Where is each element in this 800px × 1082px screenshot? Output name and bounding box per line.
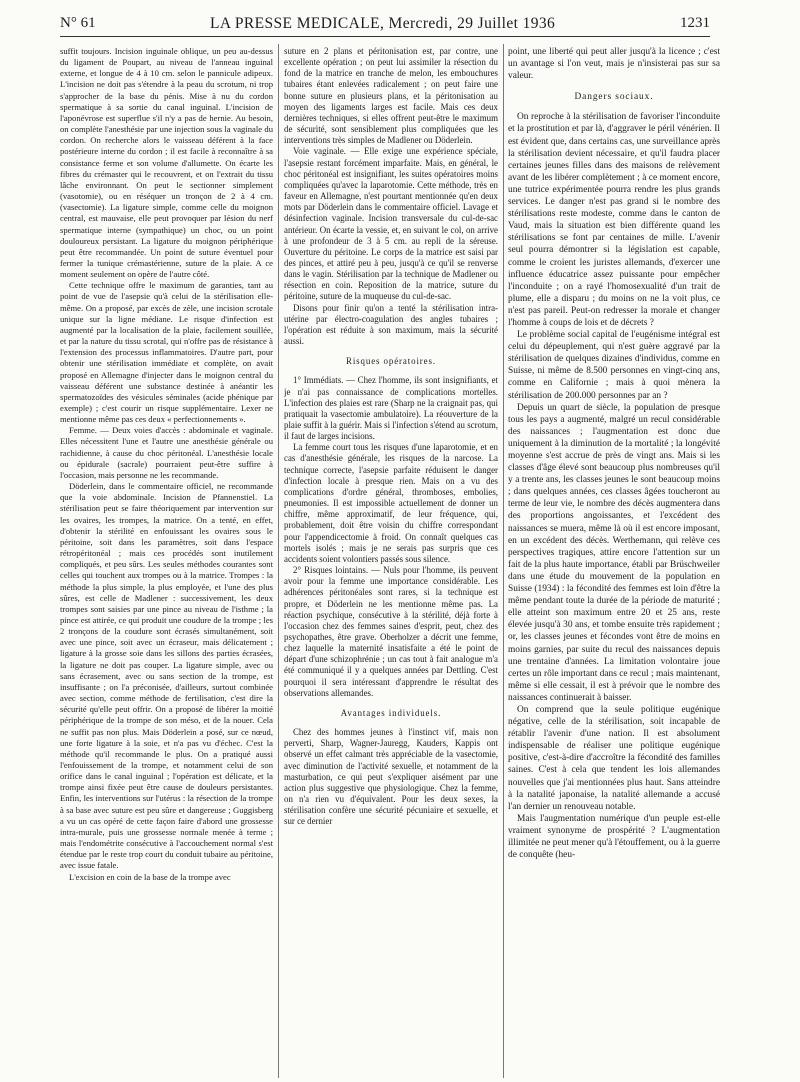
- paragraph: 1° Immédiats. — Chez l'homme, ils sont insignifiants, et je n'ai pas connaissance de complications mortelles. L'infection des plaies est rare (Sharp ne la craignait pas, qui pratiquait la vasectomie ambulatoire). La réouverture de la plaie suffit à la guérir. Mais si l'infection s'étend au scrotum, il faut de larges incisions.: [284, 375, 498, 442]
- paragraph: On comprend que la seule politique eugénique négative, celle de la stérilisation, soit incapable de rétablir l'avenir d'une nation. Il est absolument indispensable de réaliser une politique eugénique positive, c'est-à-dire d'accroître la fécondité des familles saines. C'est à cela que tendent les lois allemandes nouvelles que j'ai mentionnées plus haut. Sans atteindre à la natalité japonaise, la natalité allemande a accusé l'an dernier un renouveau notable.: [508, 704, 720, 812]
- section-heading: Risques opératoires.: [346, 356, 436, 367]
- paragraph: Depuis un quart de siècle, la population de presque tous les pays a augmenté, malgré un recul considérable des naissances ; l'augmentation est donc due uniquement à la diminution de la mortalité ; la longévité moyenne s'est accrue de près de vingt ans. Mais si les classes d'âge élevé sont beaucoup plus nombreuses qu'il y a trente ans, les classes jeunes le sont beaucoup moins ; dans quelques années, ces classes âgées toucheront au terme de leur vie, le nombre des décès augmentera dans des proportions angoissantes, et l'excédent des naissances se muera, même là où il est encore imposant, en un excédent des décès. Werthemann, qui relève ces perspectives tragiques, attire encore l'attention sur un fait de la plus haute importance, établi par Brüschweiler dans une étude du mouvement de la population en Suisse (1934) : la fécondité des femmes est loin d'être la même pendant toute la durée de la période de maturité ; elle atteint son maximum entre 20 et 25 ans, reste élevée jusqu'à 30 ans, et tombe ensuite très rapidement ; or, les classes jeunes et fécondes vont être de moins en moins garnies, par suite du recul des naissances depuis une trentaine d'années. La limitation volontaire joue certes un rôle important dans ce recul ; mais maintenant, même si elle cessait, il est à prévoir que le nombre des naissances continuerait à baisser.: [508, 402, 720, 703]
- column-divider: [278, 44, 279, 1078]
- paragraph: Döderlein, dans le commentaire officiel, ne recommande que la voie abdominale. Incision de Pfannenstiel. La stérilisation peut se faire théoriquement par intervention sur les ovaires, les trompes, la matrice. On a tenté, en effet, d'obtenir la stérilité en enfouissant les ovaires sous le péritoine, soit dans les paramètres, soit dans l'espace rétropéritonéal ; mais ces procédés sont inutilement compliqués, et peu sûrs. Les seules méthodes courantes sont celles qui touchent aux trompes ou à la matrice. Trompes : la méthode la plus simple, la plus employée, et l'une des plus sûres, est celle de Madlener : successivement, les deux trompes sont saisies par une pince au niveau de l'isthme ; la pince est attirée, ce qui produit une coudure de la trompe ; les 2 tronçons de la coudure sont écrasés simultanément, soit avec une pince, soit avec un écraseur, mais délicatement ; ligature à la grosse soie dans les sillons des parties écrasées, la ligature ne doit pas couper. La ligature simple, avec ou sans écrasement, avec ou sans section de la trompe, est insuffisante ; on l'a préconisée, d'ailleurs, surtout combinée avec section, comme méthode de fertilisation, c'est dire la sécurité qu'elle peut offrir. On a proposé de libérer la moitié périphérique de la trompe de son méso, et de la nouer. Cela ne suffit pas non plus. Mais Döderlein a posé, sur ce nœud, une forte ligature à la soie, et n'a pas vu d'échec. C'est la méthode qu'il recommande le plus. On a pratiqué aussi l'enfouissement de la trompe, et notamment celui de son orifice dans le canal inguinal ; l'opération est délicate, et la trompe ainsi fixée peut être cause de douleurs persistantes. Enfin, les interventions sur l'utérus : la résection de la trompe à sa base avec suture est peu sûre et dangereuse ; Guggisberg a vu un cas opéré de cette façon faire d'abord une grossesse intra-murale, puis une grossesse normale menée à terme ; mais l'endométrite consécutive à l'accouchement normal s'est étendue par le reste trop court du conduit tubaire au péritoine, avec issue fatale.: [60, 481, 273, 871]
- column-3: [508, 46, 720, 1078]
- paragraph: La femme court tous les risques d'une laparotomie, et en cas d'anesthésie générale, les risques de la narcose. La technique correcte, l'asepsie parfaite réduisent le danger d'infection locale à presque rien. Mais on a vu des complications d'ordre général, thromboses, embolies, pneumonies. Il est impossible actuellement de donner un chiffre, même approximatif, de leur fréquence, qui, probablement, doit être voisin du chiffre correspondant pour l'appendicectomie à froid. On connaît quelques cas mortels isolés ; mais je ne serais pas surpris que ces accidents soient volontiers passés sous silence.: [284, 442, 498, 564]
- journal-title: LA PRESSE MEDICALE, Mercredi, 29 Juillet 1936: [210, 15, 556, 32]
- paragraph: 2° Risques lointains. — Nuls pour l'homme, ils peuvent avoir pour la femme une importance considérable. Les adhérences péritonéales sont rares, si la technique est propre, et Döderlein ne les mentionne même pas. La réaction psychique, consécutive à la stérilité, déjà forte à l'occasion chez des femmes saines d'esprit, peut, chez des psychopathes, être grave. Oberholzer a décrit une femme, chez laquelle la maternité insatisfaite a été le point de départ d'une schizophrénie ; un cas tout à fait analogue m'a été communiqué il y a quelques années par Dettling. C'est pourquoi il sera intéressant d'apprendre le résultat des observations allemandes.: [284, 565, 498, 698]
- section-heading: Avantages individuels.: [340, 707, 442, 718]
- paragraph: L'excision en coin de la base de la trompe avec: [69, 871, 231, 882]
- paragraph: point, une liberté qui peut aller jusqu'à la licence ; c'est un avantage si l'on veut, mais je n'insisterai pas sur sa valeur.: [508, 47, 720, 82]
- paragraph: Voie vaginale. — Elle exige une expérience spéciale, l'asepsie restant forcément imparfaite. Mais, en général, le choc péritonéal est insignifiant, les suites opératoires moins compliquées qu'avec la laparotomie. Cette méthode, très en faveur en Allemagne, n'est pourtant mentionnée qu'en deux mots par Döderlein dans le commentaire officiel. Lavage et désinfection vaginale. Incision transversale du cul-de-sac antérieur. On écarte la vessie, et, en suivant le col, on arrive à une profondeur de 3 à 5 cm. au repli de la séreuse. Ouverture du péritoine. Le corps de la matrice est saisi par des pinces, et attiré peu à peu, jusqu'à ce qu'il se renverse dans le vagin. Stérilisation par la technique de Madlener ou résection en coin. Reposition de la matrice, suture du péritoine, suture de la muqueuse du cul-de-sac.: [284, 146, 498, 302]
- issue-number: N° 61: [60, 15, 96, 31]
- column-divider: [503, 44, 504, 1078]
- paragraph: suffit toujours. Incision inguinale oblique, un peu au-dessus du ligament de Poupart, au niveau de l'anneau inguinal externe, et longue de 4 à 10 cm. selon le pannicule adipeux. L'incision ne doit pas s'étendre à la peau du scrotum, ni trop s'approcher de la base du pénis. Mise à nu du cordon spermatique à sa sortie du canal inguinal. L'incision de l'aponévrose est superflue s'il n'y a pas de hernie. Au besoin, on complète l'anesthésie par une injection sous la vaginale du cordon. On recherche alors le vaisseau déférent à la face postérieure interne du cordon ; il est facile à reconnaître à sa consistance ferme et son volume d'allumette. On écarte les fibres du crémaster qui le recouvrent, et on l'extrait du tissu lâche environnant. On peut le sectionner simplement (vasotomie), ou en réséquer un tronçon de 2 à 4 cm. (vasectomie). La ligature simple, comme celle du moignon central, est mauvaise, elle peut provoquer par lésion du nerf spermatique interne (sympathique) un choc, ou un point douloureux persistant. La ligature du moignon périphérique peut être recommandée. Un point de suture éventuel pour fermer la tunique crémastérienne, suture de la plaie. A ce moment seulement on opère de l'autre côté.: [60, 46, 273, 280]
- page-header: [60, 12, 710, 37]
- page-number: 1231: [680, 15, 710, 31]
- paragraph: Le problème social capital de l'eugénisme intégral est celui du dépeuplement, qui n'est guère aggravé par la stérilisation de quelques dizaines d'individus, comme en Suisse, ni même de 8.500 personnes en vingt-cinq ans, comme en Californie ; mais à quoi mènera la stérilisation de 200.000 personnes par an ?: [508, 330, 720, 401]
- column-2: [284, 46, 498, 1078]
- column-1: [60, 46, 273, 1078]
- paragraph: suture en 2 plans et péritonisation est, par contre, une excellente opération ; on peut lui assimiler la résection du fond de la matrice en tranche de melon, les embouchures tubaires étant enlevées radicalement ; on peut faire une bonne suture en plusieurs plans, et la péritonisation au moyen des ligaments larges est facile. Mais ces deux dernières techniques, si elles offrent peut-être le maximum de sécurité, sont sensiblement plus compliquées que les interventions très simples de Madlener ou Döderlein.: [284, 46, 498, 146]
- paragraph: Cette technique offre le maximum de garanties, tant au point de vue de l'asepsie qu'à celui de la stérilisation elle-même. On a proposé, par excès de zèle, une incision scrotale unique sur la ligne médiane. Le risque d'infection est augmenté par la localisation de la plaie, facilement souillée, et par la nature du tissu scrotal, qui n'offre pas de résistance à l'extension des processus inflammatoires. D'autre part, pour obtenir une stérilisation immédiate et complète, on avait proposé en Allemagne d'injecter dans le moignon central du vaisseau déférent une substance destinée à anéantir les spermatozoïdes des vésicules séminales (acide phénique par exemple) ; c'est courir un risque supplémentaire. Lexer ne mentionne même pas ces deux « perfectionnements ».: [60, 280, 273, 425]
- section-heading: Dangers sociaux.: [574, 92, 654, 103]
- paragraph: Chez des hommes jeunes à l'instinct vif, mais non perverti, Sharp, Wagner-Jauregg, Kauders, Kappis ont observé un effet calmant très appréciable de la vasectomie, avec diminution de l'activité sexuelle, et notamment de la masturbation, ce qui peut s'expliquer aisément par une action plus suggestive que physiologique. Chez la femme, on n'a rien vu d'équivalent. Pour les deux sexes, la stérilisation confère une sécurité pécuniaire et sexuelle, et sur ce dernier: [284, 727, 498, 827]
- paragraph: Mais l'augmentation numérique d'un peuple est-elle vraiment synonyme de prospérité ? L'augmentation illimitée ne peut mener qu'à l'étouffement, ou à la guerre de conquête (heu-: [508, 813, 720, 861]
- paragraph: On reproche à la stérilisation de favoriser l'inconduite et la prostitution et par là, d'aggraver le péril vénérien. Il est évident que, dans certains cas, une surveillance après la stérilisation devient nécessaire, et qu'il faudra placer certaines jeunes filles dans des maisons de relèvement avant de les libérer complètement ; à ce moment encore, une tutrice expérimentée pourra rendre les plus grands services. Le danger n'est pas grand si le nombre des stérilisations reste modeste, comme dans le canton de Vaud, mais la situation est bien différente quand les stérilisations se font par centaines de mille. L'avenir seul pourra démontrer si la législation est capable, comme le croient les juristes allemands, d'exercer une influence éducatrice assez puissante pour empêcher l'inconduite ; on a rayé l'homosexualité d'un trait de plume, elle a disparu ; du moins on ne la voit plus, ce n'est pas pareil. Peut-on redresser la morale et changer l'homme à coups de lois et de décrets ?: [508, 112, 720, 328]
- paragraph: Disons pour finir qu'on a tenté la stérilisation intra-utérine par électro-coagulation des angles tubaires ; l'opération est réduite à son maximum, mais la sécurité aussi.: [284, 302, 498, 347]
- paragraph: Femme. — Deux voies d'accès : abdominale et vaginale. Elles nécessitent l'une et l'autre une anesthésie générale ou rachidienne, à cause du choc péritonéal. L'anesthésie locale ou épidurale (sacrale) pourraient peut-être suffire à l'occasion, mais personne ne les recommande.: [60, 425, 273, 480]
